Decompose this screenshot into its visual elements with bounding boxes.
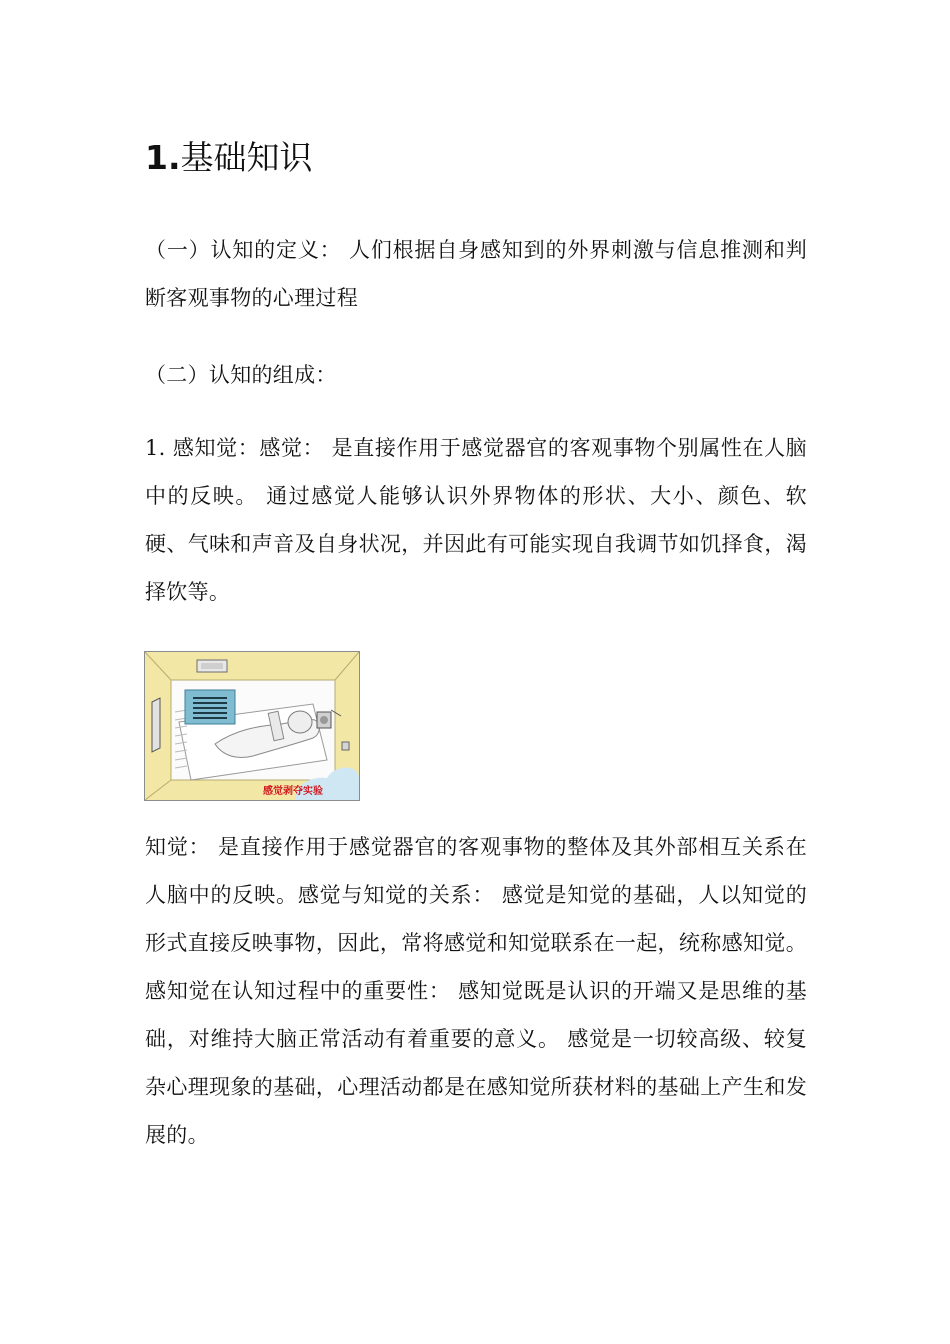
section-heading bbox=[145, 136, 313, 180]
sensation-paragraph: 1. 感知觉：感觉： 是直接作用于感觉器官的客观事物个别属性在人脑中的反映。 通过感觉人能够认识外界物体的形状、大小、颜色、软硬、气味和声音及自身状况，并因此有可能实现自我调节如饥择食，渴择饮等。 bbox=[145, 436, 807, 604]
composition-paragraph: （二）认知的组成： bbox=[145, 363, 337, 387]
section-number: 1. bbox=[145, 138, 181, 177]
sensory-deprivation-figure bbox=[144, 651, 360, 801]
perception-paragraph: 知觉： 是直接作用于感觉器官的客观事物的整体及其外部相互关系在人脑中的反映。感觉与知觉的关系： 感觉是知觉的基础，人以知觉的形式直接反映事物，因此，常将感觉和知觉联系在一起，统称感知觉。 感知觉在认知过程中的重要性： 感知觉既是认识的开端又是思维的基础，对维持大脑正常活动有着重要的意义。 感觉是一切较高级、较复杂心理现象的基础，心理活动都是在感知觉所获材料的基础上产生和发展的。 bbox=[145, 835, 807, 1147]
definition-paragraph: （一）认知的定义： 人们根据自身感知到的外界刺激与信息推测和判断客观事物的心理过程 bbox=[145, 238, 807, 310]
section-title: 基础知识 bbox=[180, 138, 313, 177]
sensory-deprivation-room-illustration bbox=[145, 652, 359, 800]
figure-caption: 感觉剥夺实验 bbox=[263, 786, 323, 797]
